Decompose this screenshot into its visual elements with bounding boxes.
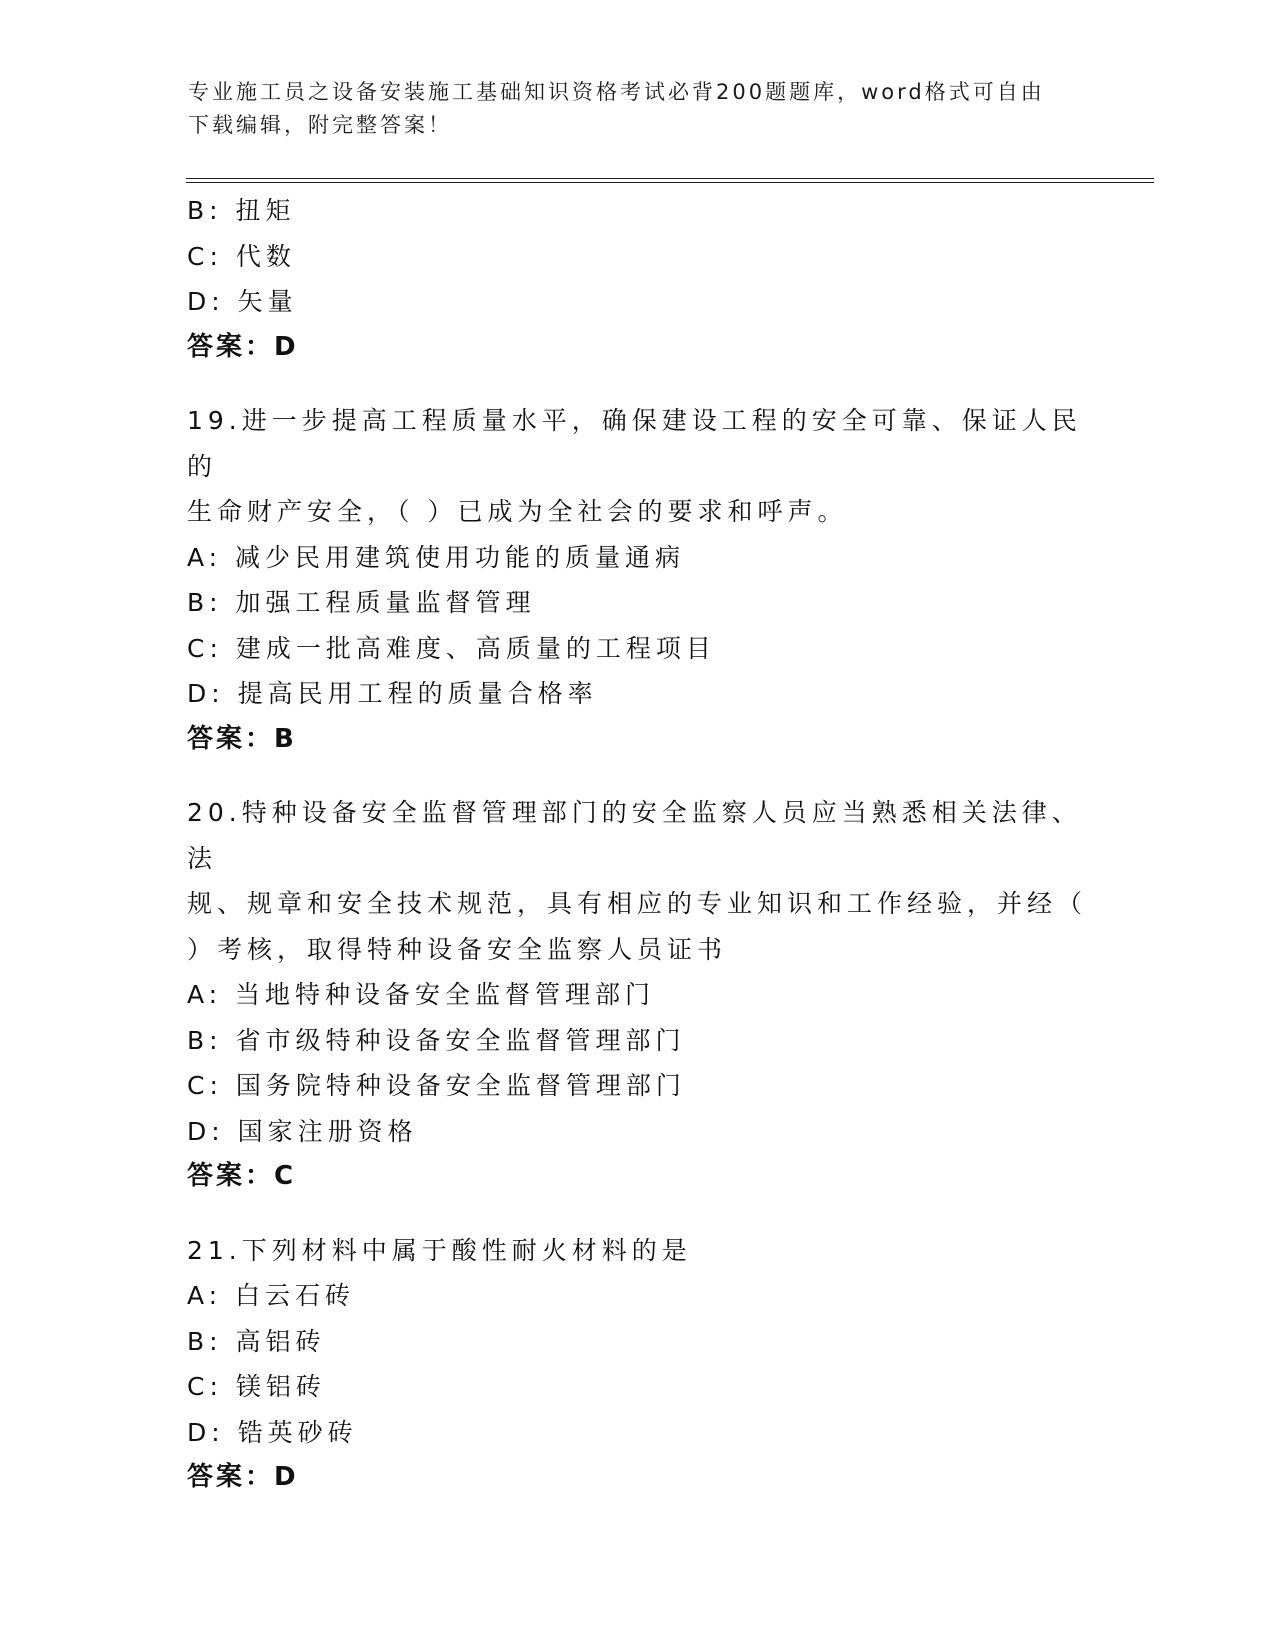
option-b: B: 省市级特种设备安全监督管理部门 <box>187 1025 686 1055</box>
option-b: B: 扭矩 <box>187 196 296 225</box>
question-stem-line: 规、规章和安全技术规范，具有相应的专业知识和工作经验，并经（ <box>187 889 1088 918</box>
document-body <box>187 188 1087 1501</box>
question-stem-line: ）考核，取得特种设备安全监察人员证书 <box>187 934 728 964</box>
option-c: C: 国务院特种设备安全监督管理部门 <box>187 1071 686 1100</box>
question-19 <box>187 398 1087 762</box>
option-a: A: 当地特种设备安全监督管理部门 <box>187 980 656 1009</box>
question-18-continued <box>187 188 1087 370</box>
option-d: D: 矢量 <box>187 287 298 316</box>
header-line-2: 下载编辑，附完整答案！ <box>188 113 452 137</box>
option-a: A: 白云石砖 <box>187 1281 356 1310</box>
header-divider-top <box>186 178 1154 179</box>
question-21 <box>187 1228 1087 1501</box>
header-line-1: 专业施工员之设备安装施工基础知识资格考试必背200题题库，word格式可自由 <box>188 80 1045 104</box>
question-stem-line: 19.进一步提高工程质量水平，确保建设工程的安全可靠、保证人民的 <box>187 406 1082 481</box>
answer-line: 答案：D <box>187 1462 299 1492</box>
option-d: D: 锆英砂砖 <box>187 1417 358 1447</box>
option-b: B: 高铝砖 <box>187 1326 326 1356</box>
option-b: B: 加强工程质量监督管理 <box>187 588 536 617</box>
header-divider-bottom <box>186 182 1154 183</box>
option-d: D: 国家注册资格 <box>187 1116 418 1146</box>
option-c: C: 建成一批高难度、高质量的工程项目 <box>187 633 716 663</box>
question-stem-line: 生命财产安全，（ ）已成为全社会的要求和呼声。 <box>187 497 848 526</box>
option-d: D: 提高民用工程的质量合格率 <box>187 679 598 708</box>
answer-line: 答案：D <box>187 331 299 362</box>
answer-line: 答案：B <box>187 723 297 754</box>
question-stem-line: 21.下列材料中属于酸性耐火材料的是 <box>187 1235 692 1265</box>
question-20 <box>187 790 1087 1200</box>
option-c: C: 代数 <box>187 241 296 271</box>
answer-line: 答案：C <box>187 1161 297 1191</box>
option-c: C: 镁铝砖 <box>187 1372 326 1401</box>
document-header <box>188 76 1088 142</box>
question-stem-line: 20.特种设备安全监督管理部门的安全监察人员应当熟悉相关法律、法 <box>187 798 1082 873</box>
option-a: A: 减少民用建筑使用功能的质量通病 <box>187 542 686 572</box>
